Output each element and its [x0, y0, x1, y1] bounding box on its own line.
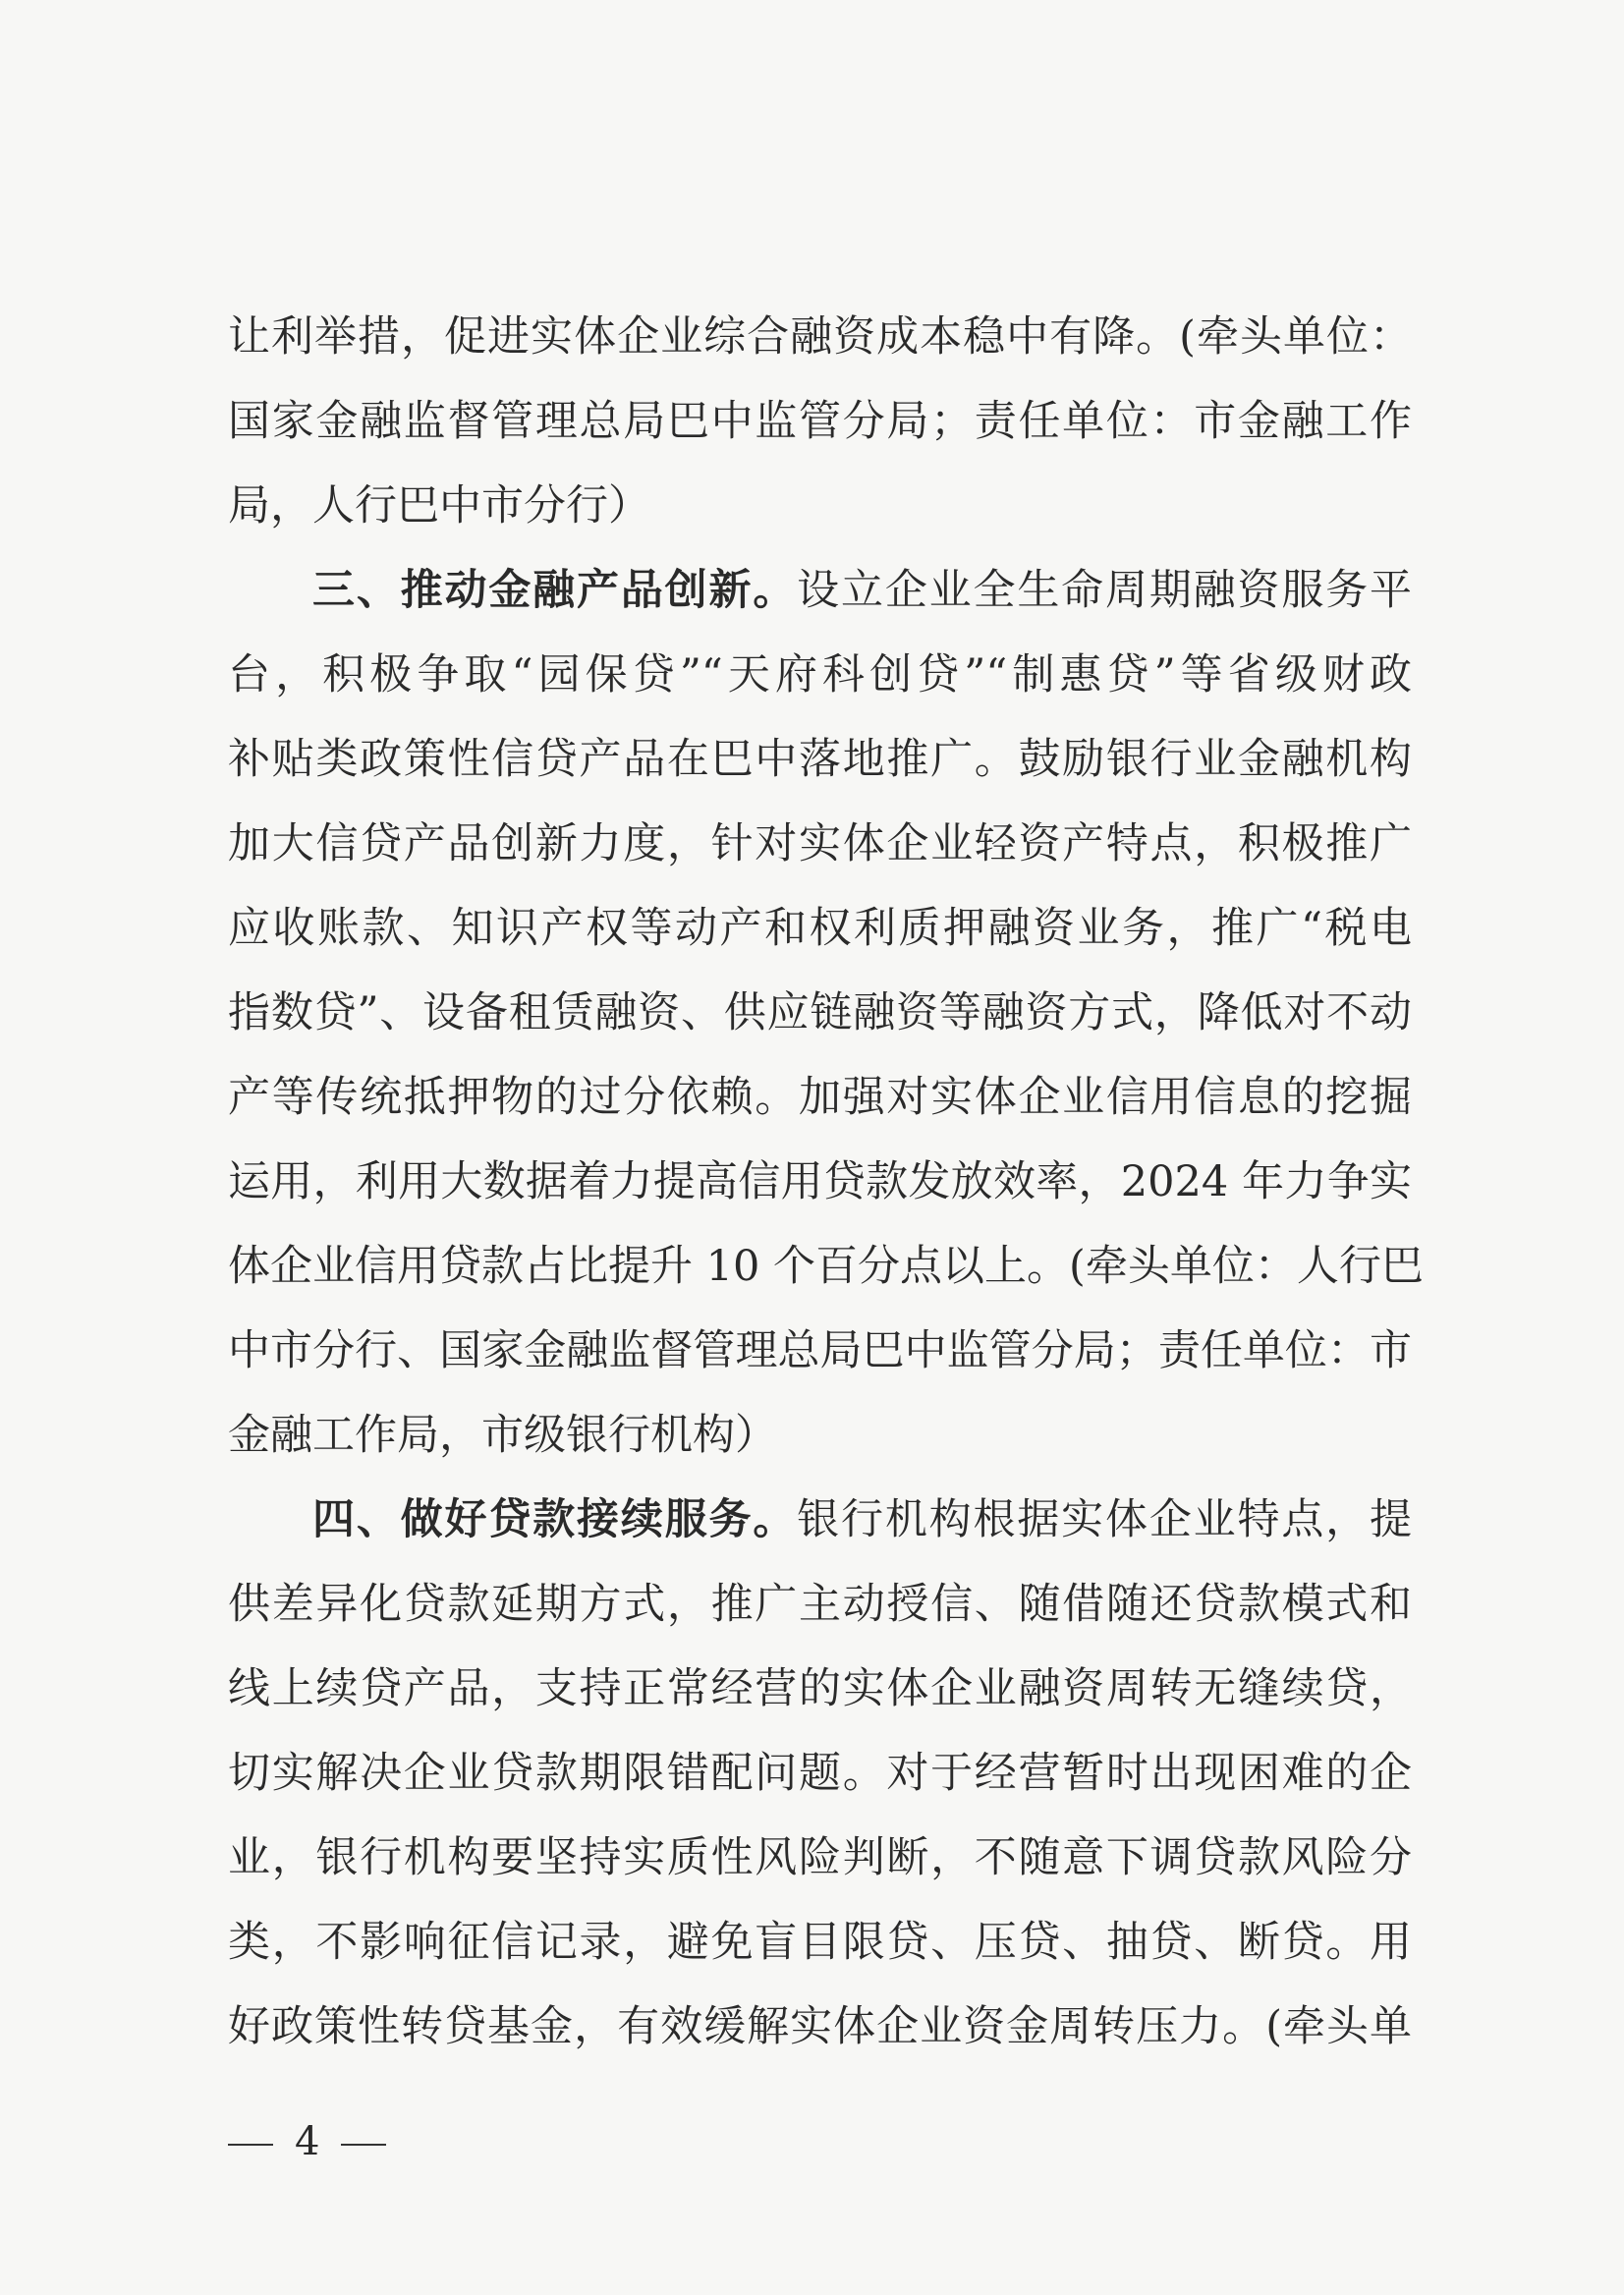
text-line	[228, 464, 1412, 548]
body-text: 补贴类政策性信贷产品在巴中落地推广。鼓励银行业金融机构	[228, 735, 1412, 784]
body-text: 中市分行、国家金融监督管理总局巴中监管分局；责任单位：市	[228, 1326, 1412, 1375]
body-text: 应收账款、知识产权等动产和权利质押融资业务，推广“税电	[228, 904, 1412, 953]
text-line	[228, 1309, 1412, 1393]
text-line	[228, 717, 1412, 802]
body-text: 台，积极争取“园保贷”“天府科创贷”“制惠贷”等省级财政	[228, 650, 1412, 700]
body-text: 供差异化贷款延期方式，推广主动授信、随借随还贷款模式和	[228, 1580, 1412, 1629]
body-text: 局，人行巴中市分行）	[228, 481, 650, 531]
text-line	[228, 1055, 1412, 1140]
document-body	[228, 295, 1424, 2069]
body-text: 国家金融监督管理总局巴中监管分局；责任单位：市金融工作	[228, 397, 1412, 446]
page-number: 4	[295, 2119, 320, 2164]
text-line	[228, 1478, 1412, 1562]
body-text: 体企业信用贷款占比提升 10 个百分点以上。(牵头单位：人行巴	[228, 1242, 1424, 1291]
body-text: 金融工作局，市级银行机构）	[228, 1411, 777, 1460]
footer-dash-right	[341, 2144, 386, 2146]
body-text: 好政策性转贷基金，有效缓解实体企业资金周转压力。(牵头单	[228, 2002, 1412, 2051]
body-text: 指数贷”、设备租赁融资、供应链融资等融资方式，降低对不动	[228, 988, 1412, 1037]
body-text: 银行机构根据实体企业特点，提	[797, 1495, 1413, 1544]
body-text: 加大信贷产品创新力度，针对实体企业轻资产特点，积极推广	[228, 819, 1412, 868]
text-line	[228, 1647, 1412, 1731]
text-line	[228, 1731, 1412, 1816]
text-line	[228, 1224, 1424, 1309]
footer-dash-left	[228, 2144, 273, 2146]
text-line	[228, 802, 1412, 886]
body-text: 产等传统抵押物的过分依赖。加强对实体企业信用信息的挖掘	[228, 1073, 1412, 1122]
text-line	[228, 295, 1412, 379]
body-text: 设立企业全生命周期融资服务平	[797, 566, 1413, 615]
text-line	[228, 1900, 1412, 1985]
text-line	[228, 1985, 1412, 2069]
section-heading: 三、推动金融产品创新。	[312, 566, 798, 615]
body-text: 业，银行机构要坚持实质性风险判断，不随意下调贷款风险分	[228, 1833, 1412, 1882]
text-line	[228, 1562, 1412, 1647]
body-text: 线上续贷产品，支持正常经营的实体企业融资周转无缝续贷，	[228, 1664, 1412, 1713]
text-line	[228, 548, 1412, 633]
body-text: 切实解决企业贷款期限错配问题。对于经营暂时出现困难的企	[228, 1749, 1412, 1798]
text-line	[228, 886, 1412, 971]
text-line	[228, 379, 1412, 464]
text-line	[228, 633, 1412, 717]
body-text: 运用，利用大数据着力提高信用贷款发放效率，2024 年力争实	[228, 1157, 1412, 1206]
text-line	[228, 1393, 1412, 1478]
text-line	[228, 971, 1412, 1055]
body-text: 让利举措，促进实体企业综合融资成本稳中有降。(牵头单位：	[228, 312, 1412, 362]
page-footer	[228, 2112, 386, 2171]
body-text: 类，不影响征信记录，避免盲目限贷、压贷、抽贷、断贷。用	[228, 1918, 1412, 1967]
text-line	[228, 1816, 1412, 1900]
section-heading: 四、做好贷款接续服务。	[312, 1495, 798, 1544]
text-line	[228, 1140, 1412, 1224]
